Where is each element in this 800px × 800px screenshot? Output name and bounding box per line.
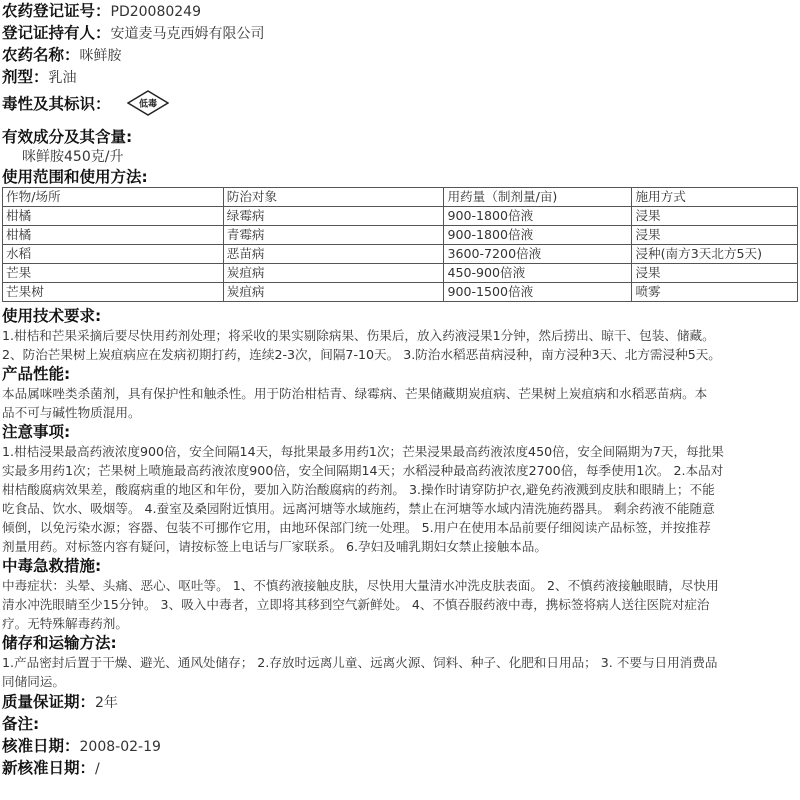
storage-label: 储存和运输方法: xyxy=(2,634,117,652)
table-header-cell: 防治对象 xyxy=(223,188,444,207)
cautions-text xyxy=(2,442,798,556)
text-line: 本品属咪唑类杀菌剂，具有保护性和触杀性。用于防治柑桔青、绿霉病、芒果储藏期炭疽病、芒果树上炭疽病和水稻恶苗病。本 xyxy=(2,386,708,401)
table-cell: 浸果 xyxy=(632,264,798,283)
text-line: 1.柑桔浸果最高药液浓度900倍，安全间隔14天，每批果最多用药1次；芒果浸果最高药液浓度450倍，安全间隔期为7天，每批果 xyxy=(2,444,724,459)
text-line: 2、防治芒果树上炭疽病应在发病初期打药，连续2-3次，间隔7-10天。 3.防治水稻恶苗病浸种，南方浸种3天、北方需浸种5天。 xyxy=(2,347,721,362)
ingredients-label: 有效成分及其含量: xyxy=(2,128,133,146)
table-cell: 芒果树 xyxy=(3,283,224,302)
text-line: 实最多用药1次；芒果树上喷施最高药液浓度900倍，安全间隔期14天；水稻浸种最高药液浓度2700倍，每季使用1次。 2.本品对 xyxy=(2,463,724,478)
table-cell: 炭疽病 xyxy=(223,264,444,283)
table-row xyxy=(3,264,798,283)
table-row xyxy=(3,226,798,245)
table-cell: 青霉病 xyxy=(223,226,444,245)
text-line: 1.产品密封后置于干燥、避光、通风处储存； 2.存放时远离儿童、远离火源、饲料、种子、化肥和日用品； 3. 不要与日用消费品 xyxy=(2,655,718,670)
reapproval-date-line xyxy=(2,757,798,779)
pesticide-name-label: 农药名称： xyxy=(2,46,80,64)
pesticide-name-line xyxy=(2,44,798,66)
table-header-cell: 施用方式 xyxy=(632,188,798,207)
storage-text xyxy=(2,653,798,691)
table-header-cell: 作物/场所 xyxy=(3,188,224,207)
table-cell: 柑橘 xyxy=(3,207,224,226)
table-cell: 芒果 xyxy=(3,264,224,283)
pesticide-name-value: 咪鲜胺 xyxy=(79,48,122,64)
usage-table xyxy=(2,187,798,302)
table-cell: 炭疽病 xyxy=(223,283,444,302)
text-line: 吃食品、饮水、吸烟等。 4.蚕室及桑园附近慎用。远离河塘等水域施药，禁止在河塘等水域内清洗施药器具。 剩余药液不能随意 xyxy=(2,501,715,516)
table-cell: 绿霉病 xyxy=(223,207,444,226)
technique-label: 使用技术要求: xyxy=(2,307,102,325)
shelf-life-value: 2年 xyxy=(95,695,118,711)
table-cell: 900-1800倍液 xyxy=(444,207,632,226)
table-cell: 450-900倍液 xyxy=(444,264,632,283)
diamond-low-toxicity-icon xyxy=(127,90,169,116)
formulation-line xyxy=(2,66,798,88)
toxicity-label: 毒性及其标识： xyxy=(2,95,111,113)
text-line: 清水冲洗眼睛至少15分钟。 3、吸入中毒者，立即将其移到空气新鲜处。 4、不慎吞服药液中毒，携标签将病人送往医院对症治 xyxy=(2,597,710,612)
table-cell: 900-1800倍液 xyxy=(444,226,632,245)
remarks-line xyxy=(2,713,798,735)
table-cell: 浸果 xyxy=(632,207,798,226)
table-cell: 900-1500倍液 xyxy=(444,283,632,302)
formulation-value: 乳油 xyxy=(48,70,77,86)
table-row xyxy=(3,207,798,226)
text-line: 柑桔酸腐病效果差，酸腐病重的地区和年份，要加入防治酸腐病的药剂。 3.操作时请穿防护衣,避免药液溅到皮肤和眼睛上；不能 xyxy=(2,482,715,497)
text-line: 疗。无特殊解毒药剂。 xyxy=(2,616,128,631)
holder-line xyxy=(2,22,798,44)
table-row xyxy=(3,283,798,302)
table-cell: 水稻 xyxy=(3,245,224,264)
table-cell: 3600-7200倍液 xyxy=(444,245,632,264)
remarks-label: 备注: xyxy=(2,715,40,733)
reapproval-date-label: 新核准日期： xyxy=(2,759,96,777)
approval-date-label: 核准日期： xyxy=(2,737,80,755)
text-line: 品不可与碱性物质混用。 xyxy=(2,405,141,420)
technique-text xyxy=(2,326,798,364)
text-line: 中毒症状：头晕、头痛、恶心、呕吐等。 1、不慎药液接触皮肤，尽快用大量清水冲洗皮肤表面。 2、不慎药液接触眼睛，尽快用 xyxy=(2,578,719,593)
table-cell: 柑橘 xyxy=(3,226,224,245)
text-line: 1.柑桔和芒果采摘后要尽快用药剂处理；将采收的果实剔除病果、伤果后，放入药液浸果1分钟，然后捞出、晾干、包装、储藏。 xyxy=(2,328,715,343)
toxicity-mark-text: 低毒 xyxy=(138,99,157,110)
reg-no-value: PD20080249 xyxy=(110,4,201,20)
shelf-life-label: 质量保证期： xyxy=(2,693,96,711)
text-line: 剂量用药。对标签内容有疑问，请按标签上电话与厂家联系。 6.孕妇及哺乳期妇女禁止接触本品。 xyxy=(2,539,547,554)
approval-date-value: 2008-02-19 xyxy=(79,739,161,755)
table-header-row xyxy=(3,188,798,207)
table-header-cell: 用药量（制剂量/亩) xyxy=(444,188,632,207)
text-line: 同储同运。 xyxy=(2,674,65,689)
ingredients-value: 咪鲜胺450克/升 xyxy=(22,149,124,165)
table-cell: 浸种(南方3天北方5天) xyxy=(632,245,798,264)
table-cell: 恶苗病 xyxy=(223,245,444,264)
holder-label: 登记证持有人： xyxy=(2,24,111,42)
first-aid-label: 中毒急救措施: xyxy=(2,557,102,575)
approval-date-line xyxy=(2,735,798,757)
shelf-life-line xyxy=(2,691,798,713)
table-cell: 喷雾 xyxy=(632,283,798,302)
usage-label: 使用范围和使用方法: xyxy=(2,168,148,186)
reapproval-date-value: / xyxy=(95,761,100,777)
reg-no-label: 农药登记证号： xyxy=(2,2,111,20)
performance-text xyxy=(2,384,798,422)
first-aid-text xyxy=(2,576,798,633)
formulation-label: 剂型： xyxy=(2,68,49,86)
toxicity-line xyxy=(2,88,798,118)
table-row xyxy=(3,245,798,264)
text-line: 倾倒，以免污染水源；容器、包装不可挪作它用，由地环保部门统一处理。 5.用户在使用本品前要仔细阅读产品标签，并按推荐 xyxy=(2,520,711,535)
reg-no-line xyxy=(2,0,798,22)
table-cell: 浸果 xyxy=(632,226,798,245)
cautions-label: 注意事项: xyxy=(2,423,71,441)
holder-value: 安道麦马克西姆有限公司 xyxy=(110,26,265,42)
performance-label: 产品性能: xyxy=(2,365,71,383)
